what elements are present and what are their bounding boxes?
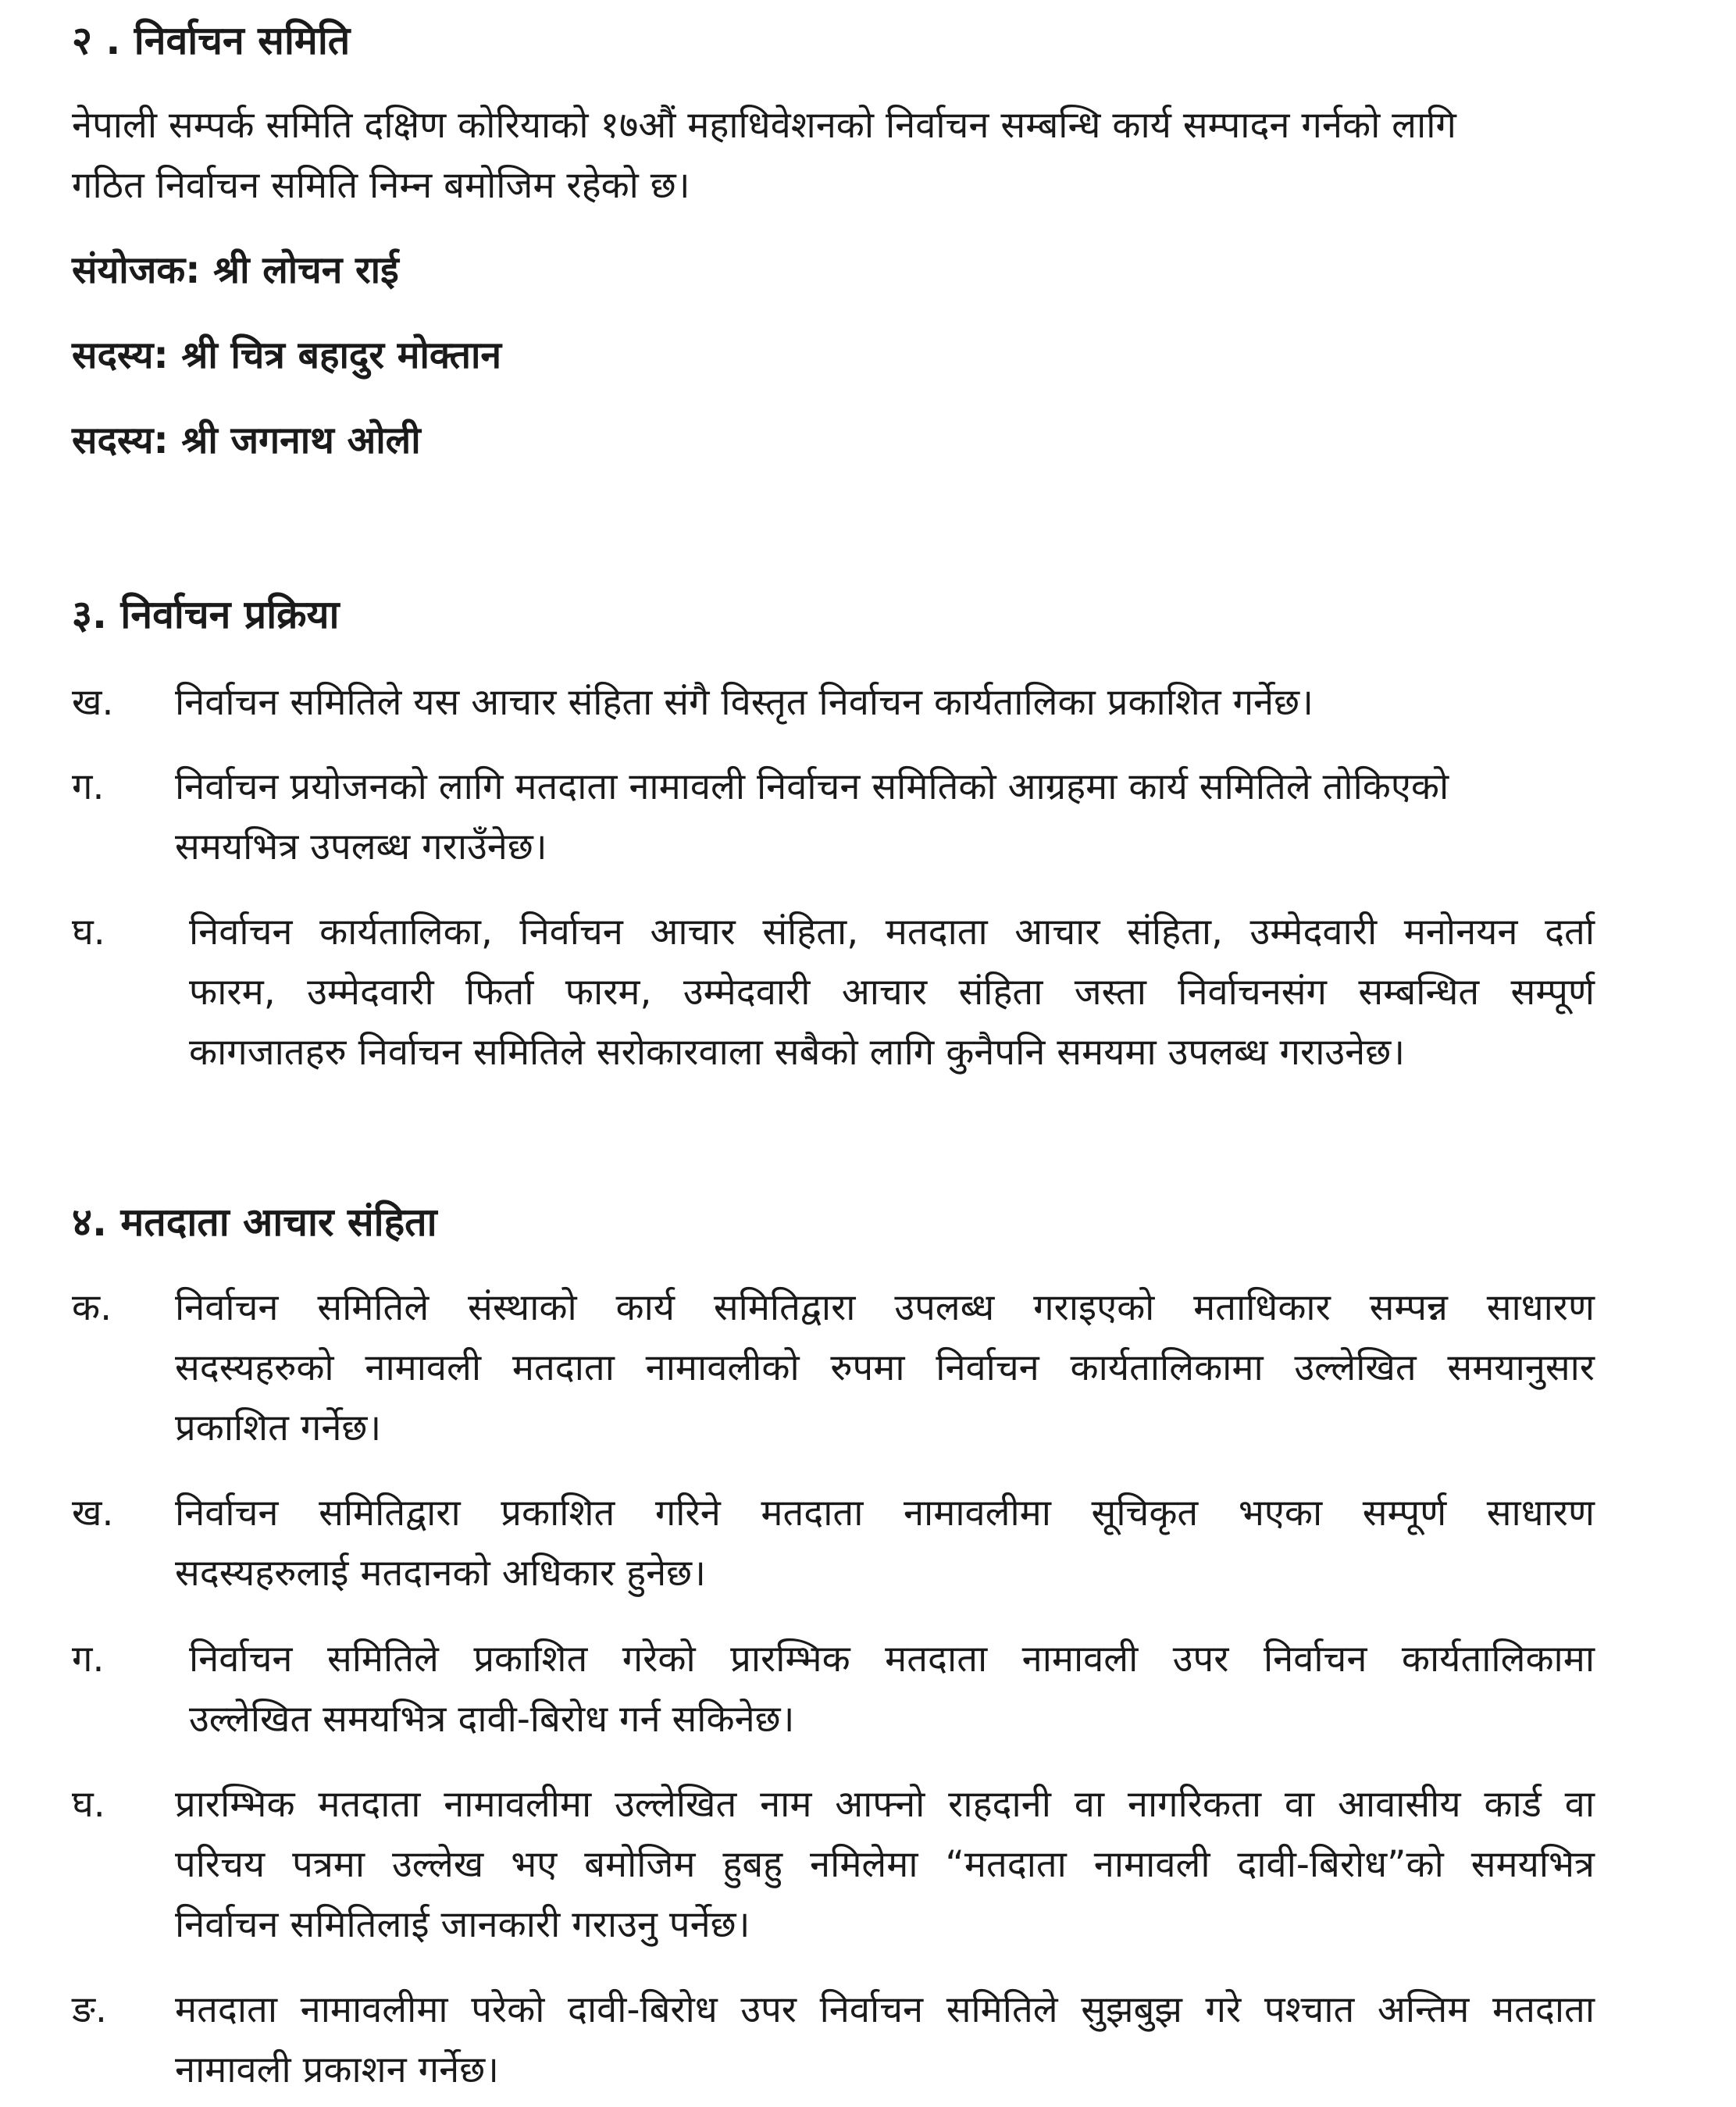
list-item-marker: ङ. <box>72 1988 107 2031</box>
list-item-text <box>189 902 1595 1082</box>
list-item-line: निर्वाचन समितिले यस आचार संहिता संगै विस्तृत निर्वाचन कार्यतालिका प्रकाशित गर्नेछ। <box>175 681 1314 724</box>
list-item-text <box>189 1629 1595 1749</box>
committee-coordinator: संयोजक: श्री लोचन राई <box>72 248 399 292</box>
list-item-text <box>175 1980 1595 2100</box>
list-item-marker: ख. <box>72 1492 114 1535</box>
list-item-line: कागजातहरु निर्वाचन समितिले सरोकारवाला सबैको लागि कुनैपनि समयमा उपलब्ध गराउनेछ। <box>189 1031 1406 1074</box>
list-item-line: प्रकाशित गर्नेछ। <box>175 1406 382 1449</box>
list-item-line: परिचय पत्रमा उल्लेख भए बमोजिम हुबहु नमिलेमा “मतदाता नामावली दावी-बिरोध”को समयभित्र <box>175 1843 1595 1886</box>
list-item-text <box>175 1774 1595 1955</box>
list-item-marker: ग. <box>72 765 105 808</box>
list-item-line: निर्वाचन समितिले संस्थाको कार्य समितिद्वारा उपलब्ध गराइएको मताधिकार सम्पन्न साधारण <box>175 1286 1595 1329</box>
list-item-line: सदस्यहरुलाई मतदानको अधिकार हुनेछ। <box>175 1552 706 1595</box>
list-item-marker: क. <box>72 1286 112 1329</box>
list-item-text <box>175 672 1595 733</box>
list-item-marker: ख. <box>72 681 114 724</box>
section-2-intro <box>72 95 1595 216</box>
list-item-line: फारम, उम्मेदवारी फिर्ता फारम, उम्मेदवारी आचार संहिता जस्ता निर्वाचनसंग सम्बन्धित सम्पूर्ण <box>189 971 1595 1014</box>
list-item-line: नामावली प्रकाशन गर्नेछ। <box>175 2048 499 2091</box>
list-item-line: मतदाता नामावलीमा परेको दावी-बिरोध उपर निर्वाचन समितिले सुझबुझ गरे पश्चात अन्तिम मतदाता <box>175 1988 1595 2031</box>
list-item-line: निर्वाचन समितिद्वारा प्रकाशित गरिने मतदाता नामावलीमा सूचिकृत भएका सम्पूर्ण साधारण <box>175 1492 1595 1535</box>
list-item-line: निर्वाचन समितिले प्रकाशित गरेको प्रारम्भिक मतदाता नामावली उपर निर्वाचन कार्यतालिकामा <box>189 1638 1595 1681</box>
committee-member: सदस्य: श्री चित्र बहादुर मोक्तान <box>72 333 502 377</box>
list-item-line: निर्वाचन प्रयोजनको लागि मतदाता नामावली निर्वाचन समितिको आग्रहमा कार्य समितिले तोकिएको <box>175 765 1449 808</box>
list-item-line: निर्वाचन कार्यतालिका, निर्वाचन आचार संहिता, मतदाता आचार संहिता, उम्मेदवारी मनोनयन दर्ता <box>189 911 1595 954</box>
intro-line: नेपाली सम्पर्क समिति दक्षिण कोरियाको १७औं महाधिवेशनको निर्वाचन सम्बन्धि कार्य सम्पादन गर्नको लागि <box>72 104 1456 147</box>
list-item-line: प्रारम्भिक मतदाता नामावलीमा उल्लेखित नाम आफ्नो राहदानी वा नागरिकता वा आवासीय कार्ड वा <box>175 1783 1595 1826</box>
list-item-marker: ग. <box>72 1638 105 1681</box>
list-item-line: समयभित्र उपलब्ध गराउँनेछ। <box>175 825 547 868</box>
section-4-heading: ४. मतदाता आचार संहिता <box>72 1200 437 1245</box>
intro-line: गठित निर्वाचन समिति निम्न बमोजिम रहेको छ। <box>72 164 690 207</box>
section-2-heading: २ . निर्वाचन समिति <box>72 18 351 63</box>
list-item-text <box>175 757 1595 877</box>
list-item-marker: घ. <box>72 911 105 954</box>
list-item-line: सदस्यहरुको नामावली मतदाता नामावलीको रुपमा निर्वाचन कार्यतालिकामा उल्लेखित समयानुसार <box>175 1346 1595 1389</box>
list-item-line: उल्लेखित समयभित्र दावी-बिरोध गर्न सकिनेछ। <box>189 1698 795 1741</box>
list-item-text <box>175 1483 1595 1603</box>
list-item-text <box>175 1278 1595 1458</box>
list-item-line: निर्वाचन समितिलाई जानकारी गराउनु पर्नेछ। <box>175 1903 750 1946</box>
committee-member: सदस्य: श्री जगनाथ ओली <box>72 419 421 462</box>
section-3-heading: ३. निर्वाचन प्रक्रिया <box>72 592 340 637</box>
list-item-marker: घ. <box>72 1783 105 1826</box>
